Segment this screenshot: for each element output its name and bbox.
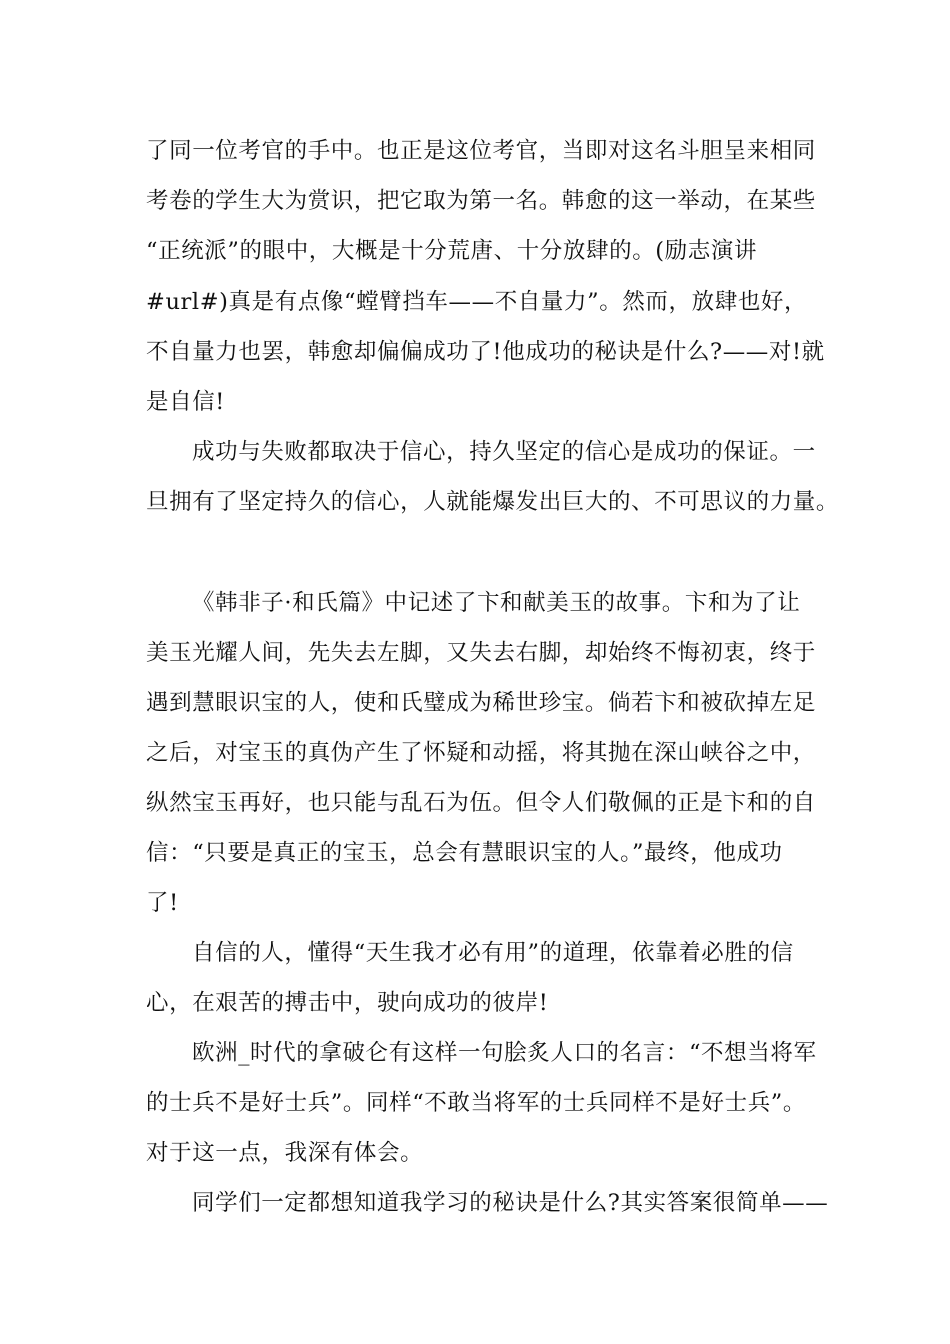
paragraph-5-line-1: 欧洲_时代的拿破仑有这样一句脍炙人口的名言：“不想当将军	[192, 1040, 817, 1066]
paragraph-2-line-1: 成功与失败都取决于信心，持久坚定的信心是成功的保证。一	[192, 439, 816, 465]
paragraph-1-line-1: 了同一位考官的手中。也正是这位考官，当即对这名斗胆呈来相同	[146, 138, 816, 164]
paragraph-4-line-1: 自信的人，懂得“天生我才必有用”的道理，依靠着必胜的信	[192, 940, 794, 966]
paragraph-3-line-3: 遇到慧眼识宝的人，使和氏璧成为稀世珍宝。倘若卞和被砍掉左足	[146, 690, 816, 716]
paragraph-1-line-5: 不自量力也罢，韩愈却偏偏成功了!他成功的秘诀是什么?——对!就	[146, 339, 825, 365]
paragraph-1-line-6: 是自信!	[146, 389, 225, 415]
paragraph-1-line-4: #url#)真是有点像“螳臂挡车——不自量力”。然而，放肆也好，	[146, 289, 808, 315]
paragraph-6-line-1: 同学们一定都想知道我学习的秘诀是什么?其实答案很简单——	[192, 1190, 829, 1216]
paragraph-3-line-6: 信：“只要是真正的宝玉，总会有慧眼识宝的人。”最终，他成功	[146, 840, 783, 866]
paragraph-1-line-3: “正统派”的眼中，大概是十分荒唐、十分放肆的。(励志演讲	[146, 238, 758, 264]
paragraph-3-line-7: 了!	[146, 890, 179, 916]
paragraph-4-line-2: 心，在艰苦的搏击中，驶向成功的彼岸!	[146, 990, 549, 1016]
paragraph-3-line-4: 之后，对宝玉的真伪产生了怀疑和动摇，将其抛在深山峡谷之中，	[146, 740, 816, 766]
paragraph-3-line-5: 纵然宝玉再好，也只能与乱石为伍。但令人们敬佩的正是卞和的自	[146, 790, 816, 816]
paragraph-2-line-2: 旦拥有了坚定持久的信心，人就能爆发出巨大的、不可思议的力量。	[146, 489, 840, 515]
paragraph-3-line-2: 美玉光耀人间，先失去左脚，又失去右脚，却始终不悔初衷，终于	[146, 640, 816, 666]
paragraph-3-line-1: 《韩非子·和氏篇》中记述了卞和献美玉的故事。卞和为了让	[192, 590, 801, 616]
paragraph-1-line-2: 考卷的学生大为赏识，把它取为第一名。韩愈的这一举动，在某些	[146, 188, 816, 214]
paragraph-5-line-3: 对于这一点，我深有体会。	[146, 1140, 424, 1166]
paragraph-5-line-2: 的士兵不是好士兵”。同样“不敢当将军的士兵同样不是好士兵”。	[146, 1090, 807, 1116]
